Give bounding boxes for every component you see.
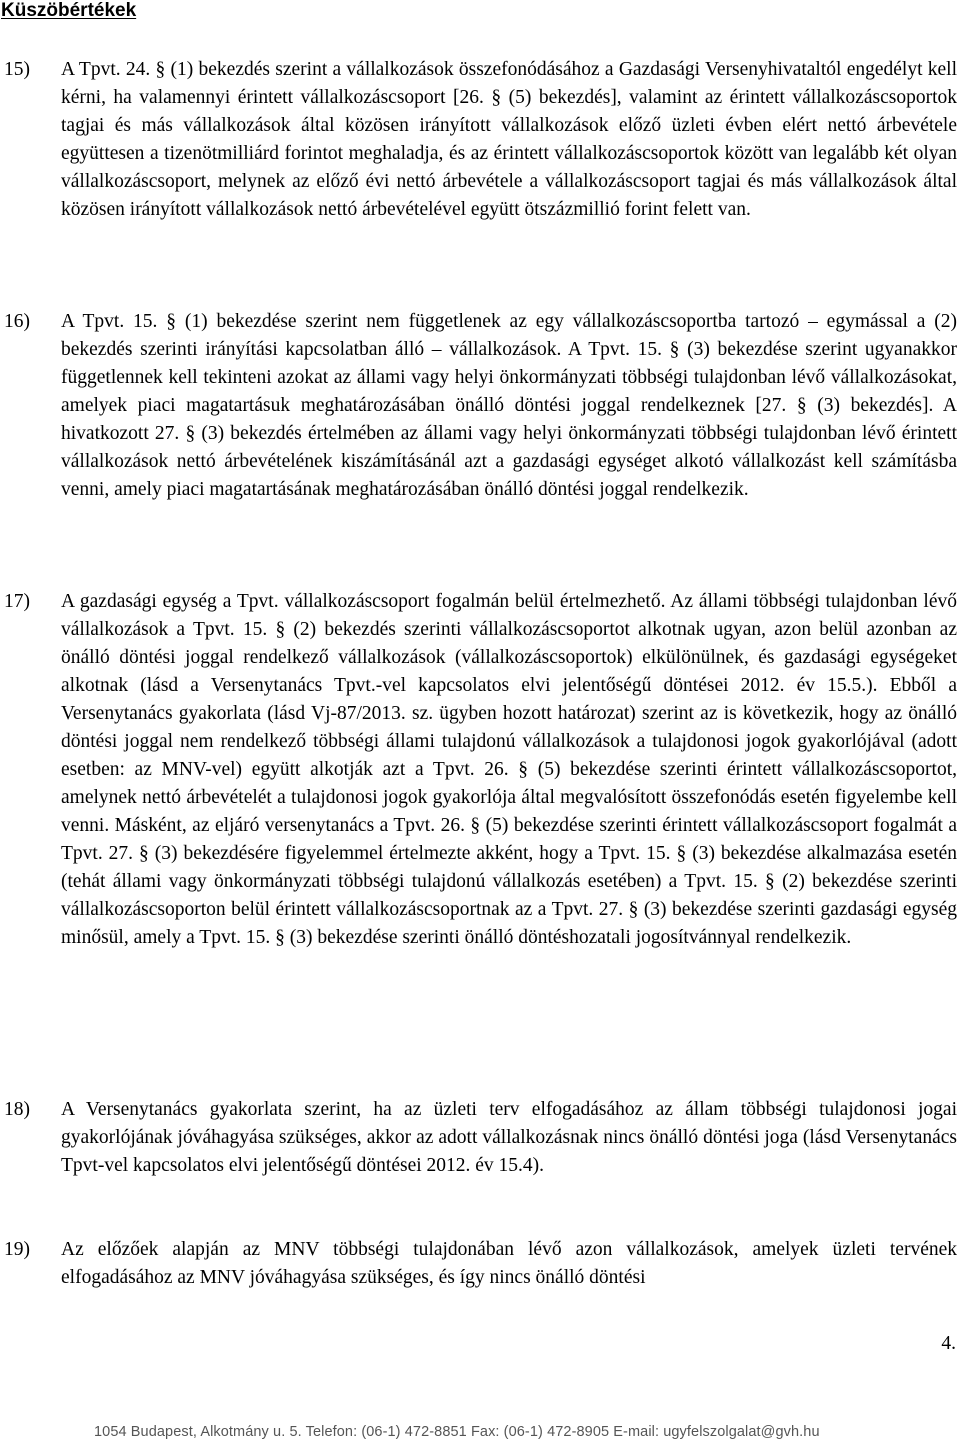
paragraph-text: Az előzőek alapján az MNV többségi tulajdonában lévő azon vállalkozások, amelyek üzleti tervének elfogadásához az MNV jóváhagyása szükséges, és így nincs önálló döntési bbox=[61, 1239, 957, 1288]
paragraph-text: A Tpvt. 24. § (1) bekezdés szerint a vállalkozások összefonódásához a Gazdasági Versenyhivataltól engedélyt kell kérni, ha valamennyi érintett vállalkozáscsoport [26. § (5) bekezdés], valamint az érintett vállalkozáscsoportok tagjai és más vállalkozások által közösen irányított vállalkozások előző üzleti évben elért nettó árbevétele együttesen a tizenötmilliárd forintot meghaladja, és az érintett vállalkozáscsoportok között van legalább két olyan vállalkozáscsoport, melynek az előző évi nettó árbevétele a vállalkozáscsoport tagjai és más vállalkozások által közösen irányított vállalkozások nettó árbevételével együtt ötszázmillió forint felett van. bbox=[61, 59, 957, 220]
paragraph-18 bbox=[0, 1096, 957, 1180]
paragraph-19 bbox=[0, 1236, 957, 1292]
page-number: 4. bbox=[941, 1333, 956, 1354]
paragraph-number: 16) bbox=[4, 311, 30, 332]
footer-contact-line: 1054 Budapest, Alkotmány u. 5. Telefon: (06-1) 472-8851 Fax: (06-1) 472-8905 E-mail: ugyfelszolgalat@gvh.hu bbox=[94, 1424, 820, 1440]
paragraph-15 bbox=[0, 56, 957, 224]
paragraph-text: A Tpvt. 15. § (1) bekezdése szerint nem függetlenek az egy vállalkozáscsoportba tartozó – egymással a (2) bekezdés szerinti irányítási kapcsolatban álló – vállalkozások. A Tpvt. 15. § (3) bekezdése szerint ugyanakkor függetlennek kell tekinteni azokat az állami vagy helyi önkormányzati többségi tulajdonban lévő vállalkozásokat, amelyek piaci magatartásuk meghatározásában önálló döntési joggal rendelkeznek [27. § (3) bekezdés]. A hivatkozott 27. § (3) bekezdés értelmében az állami vagy helyi önkormányzati többségi tulajdonban lévő érintett vállalkozások nettó árbevételének kiszámításánál azt a gazdasági egységet alkotó vállalkozást kell számításba venni, amely piaci magatartásának meghatározásában önálló döntési joggal rendelkezik. bbox=[61, 311, 957, 500]
paragraph-16 bbox=[0, 308, 957, 504]
paragraph-17 bbox=[0, 588, 957, 952]
paragraph-number: 18) bbox=[4, 1099, 30, 1120]
page-heading: Küszöbértékek bbox=[1, 0, 137, 21]
paragraph-number: 19) bbox=[4, 1239, 30, 1260]
paragraph-text: A Versenytanács gyakorlata szerint, ha az üzleti terv elfogadásához az állam többségi tulajdonosi jogai gyakorlójának jóváhagyása szükséges, akkor az adott vállalkozásnak nincs önálló döntési joga (lásd Versenytanács Tpvt-vel kapcsolatos elvi jelentőségű döntései 2012. év 15.4). bbox=[61, 1099, 957, 1176]
paragraph-number: 15) bbox=[4, 59, 30, 80]
paragraph-number: 17) bbox=[4, 591, 30, 612]
paragraph-text: A gazdasági egység a Tpvt. vállalkozáscsoport fogalmán belül értelmezhető. Az állami többségi tulajdonban lévő vállalkozások a Tpvt. 15. § (2) bekezdés szerinti vállalkozáscsoportot alkotnak ugyan, azon belül azonban az önálló döntési joggal rendelkező vállalkozások (vállalkozáscsoportok) elkülönülnek, és gazdasági egységeket alkotnak (lásd a Versenytanács Tpvt.-vel kapcsolatos elvi jelentőségű döntései 2012. év 15.5.). Ebből a Versenytanács gyakorlata (lásd Vj-87/2013. sz. ügyben hozott határozat) szerint az is következik, hogy az önálló döntési joggal nem rendelkező többségi állami tulajdonú vállalkozások a tulajdonosi jogok gyakorlójával (adott esetben: az MNV-vel) együtt alkotják azt a Tpvt. 26. § (5) bekezdése szerinti érintett vállalkozáscsoportot, amelynek nettó árbevételét a tulajdonosi jogok gyakorlója által megvalósított összefonódás esetén figyelembe kell venni. Másként, az eljáró versenytanács a Tpvt. 26. § (5) bekezdése szerinti érintett vállalkozáscsoport fogalmát a Tpvt. 27. § (3) bekezdésére figyelemmel értelmezte akként, hogy a Tpvt. 15. § (3) bekezdése alkalmazása esetén (tehát állami vagy önkormányzati többségi tulajdonú vállalkozás esetében) a Tpvt. 15. § (2) bekezdése szerinti vállalkozáscsoporton belül érintett vállalkozáscsoportnak az a Tpvt. 27. § (3) bekezdése szerinti gazdasági egység minősül, amely a Tpvt. 15. § (3) bekezdése szerinti önálló döntéshozatali jogosítvánnyal rendelkezik. bbox=[61, 591, 957, 948]
